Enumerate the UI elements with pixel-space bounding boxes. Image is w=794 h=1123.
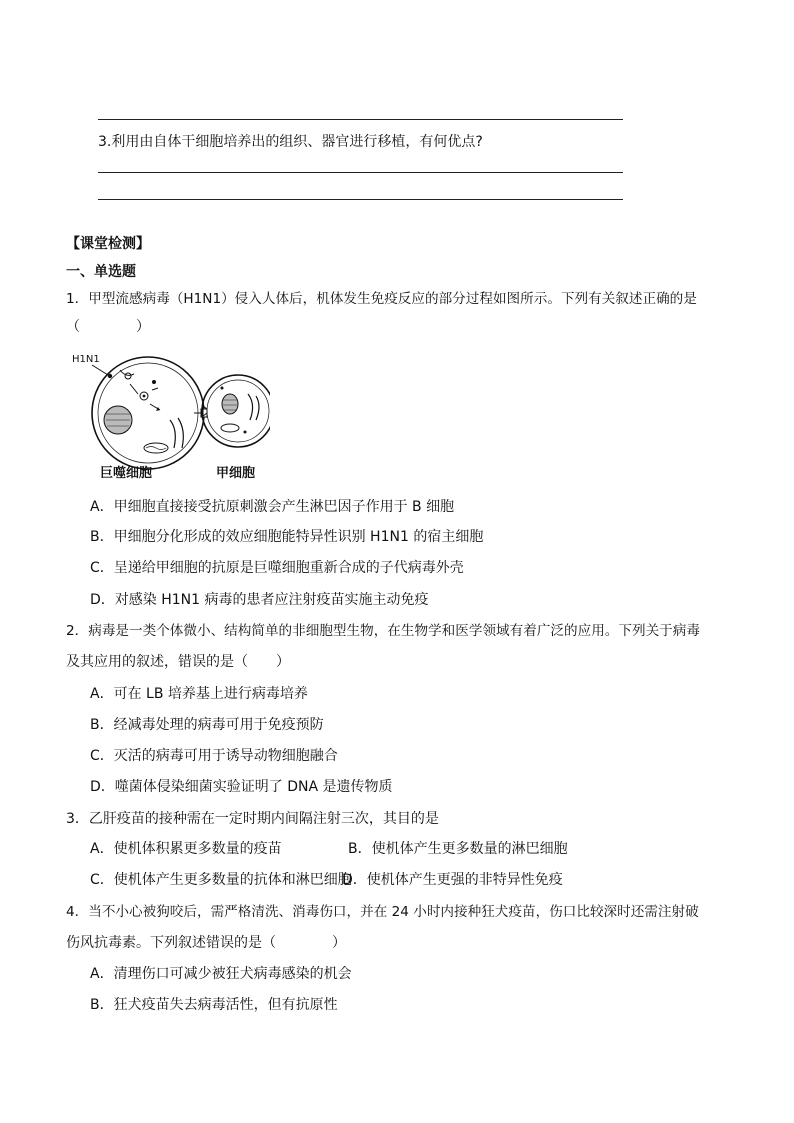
q4-stem-line1: 4．当不小心被狗咬后，需严格清洗、消毒伤口，并在 24 小时内接种狂犬疫苗，伤口比较深时还需注射破 <box>66 904 699 920</box>
q2-stem-line1: 2．病毒是一类个体微小、结构简单的非细胞型生物，在生物学和医学领域有着广泛的应用。下列关于病毒 <box>66 623 700 639</box>
virus-label: H1N1 <box>72 354 100 365</box>
q3-option-b: B．使机体产生更多数量的淋巴细胞 <box>348 841 568 857</box>
q3-option-d: D．使机体产生更强的非特异性免疫 <box>342 872 563 888</box>
section-title: 【课堂检测】 <box>66 236 150 252</box>
immune-process-figure <box>70 348 270 483</box>
cell2-label: 甲细胞 <box>216 466 256 481</box>
q2-option-c: C．灭活的病毒可用于诱导动物细胞融合 <box>90 748 338 764</box>
q2-option-b: B．经减毒处理的病毒可用于免疫预防 <box>90 717 324 733</box>
q2-option-a: A．可在 LB 培养基上进行病毒培养 <box>90 686 308 702</box>
cell1-label: 巨噬细胞 <box>100 466 153 481</box>
q1-option-c: C．呈递给甲细胞的抗原是巨噬细胞重新合成的子代病毒外壳 <box>90 560 464 576</box>
q4-stem-line2: 伤风抗毒素。下列叙述错误的是（ ） <box>66 935 346 951</box>
q2-stem-line2: 及其应用的叙述，错误的是（ ） <box>66 654 290 670</box>
q4-option-b: B．狂犬疫苗失去病毒活性，但有抗原性 <box>90 997 338 1013</box>
answer-line-2 <box>98 172 623 173</box>
q1-option-b: B．甲细胞分化形成的效应细胞能特异性识别 H1N1 的宿主细胞 <box>90 529 484 545</box>
question-3-prompt: 3.利用由自体干细胞培养出的组织、器官进行移植，有何优点? <box>98 134 483 150</box>
q3-option-c: C．使机体产生更多数量的抗体和淋巴细胞 <box>90 872 352 888</box>
answer-line-3 <box>98 199 623 200</box>
subsection-title: 一、单选题 <box>66 264 136 280</box>
q2-option-d: D．噬菌体侵染细菌实验证明了 DNA 是遗传物质 <box>90 779 393 795</box>
q1-option-a: A．甲细胞直接接受抗原刺激会产生淋巴因子作用于 B 细胞 <box>90 499 455 515</box>
q1-stem-line2: （ ） <box>66 319 150 335</box>
q1-stem-line1: 1．甲型流感病毒（H1N1）侵入人体后，机体发生免疫反应的部分过程如图所示。下列有关叙述正确的是 <box>66 291 697 307</box>
q3-stem: 3．乙肝疫苗的接种需在一定时期内间隔注射三次，其目的是 <box>66 811 439 827</box>
q4-option-a: A．清理伤口可减少被狂犬病毒感染的机会 <box>90 966 352 982</box>
answer-line-1 <box>98 119 623 120</box>
q3-option-a: A．使机体积累更多数量的疫苗 <box>90 841 282 857</box>
q1-option-d: D．对感染 H1N1 病毒的患者应注射疫苗实施主动免疫 <box>90 592 429 608</box>
